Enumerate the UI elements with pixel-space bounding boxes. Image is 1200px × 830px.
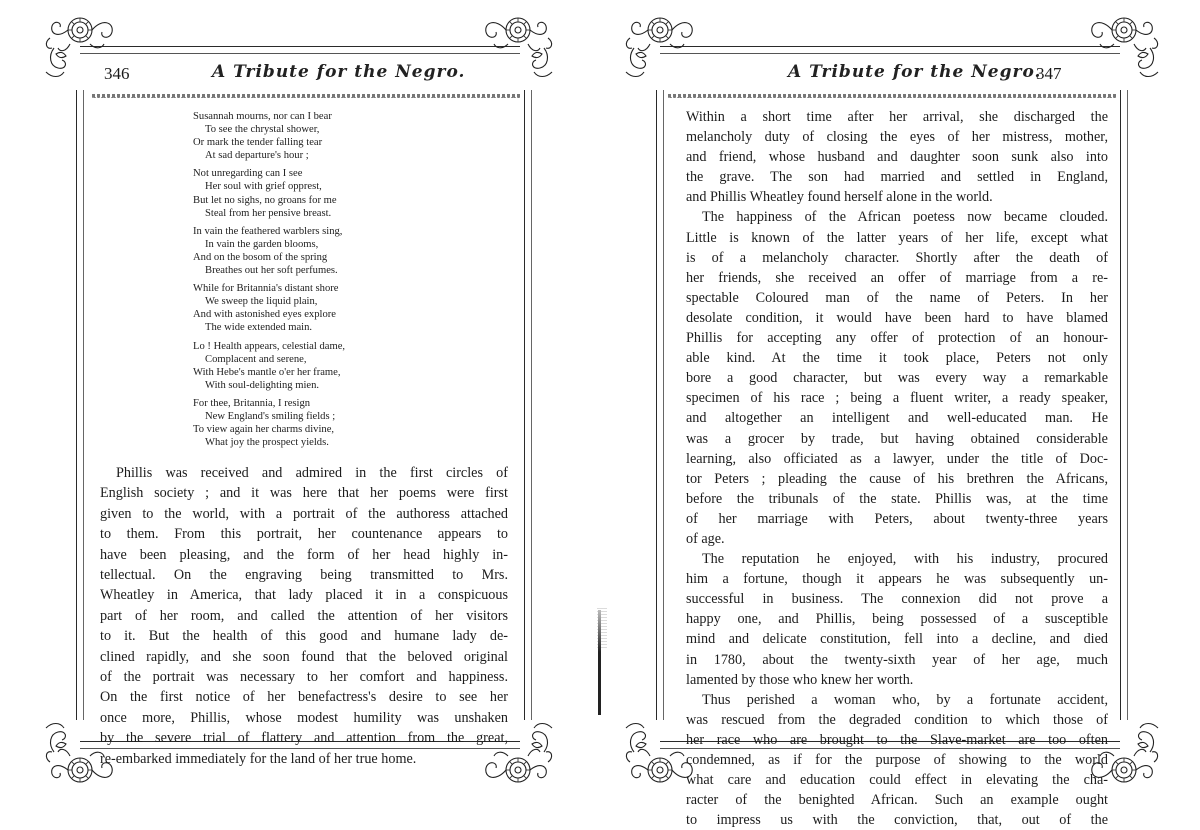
poem-verse: For thee, Britannia, I resign — [193, 397, 311, 409]
text-line: before the tribunals of the state. Phillis was, at the time — [686, 490, 1108, 507]
text-line: racter of the benighted African. Such an example ought — [686, 792, 1108, 809]
text-line: have been pleasing, and the form of her head highly in- — [100, 546, 508, 563]
poem-stanza — [193, 282, 423, 334]
poem-verse: In vain the feathered warblers sing, — [193, 225, 343, 237]
text-line: Little is known of the latter years of her life, except what — [686, 229, 1108, 246]
paragraph — [686, 207, 1108, 549]
poem-verse: Or mark the tender falling tear — [193, 137, 323, 149]
page-number: 346 — [104, 64, 130, 83]
poem-verse: With soul-delighting mien. — [205, 379, 320, 391]
poem-verse: In vain the garden blooms, — [205, 238, 319, 250]
text-line: and Phillis Wheatley found herself alone in the world. — [686, 189, 993, 206]
text-line: him a fortune, though it appears he was subsequently un- — [686, 571, 1108, 588]
page-number: 347 — [1036, 64, 1062, 83]
ornament-corner-icon — [478, 8, 558, 88]
text-line: of the portrait was necessary to her comfort and happiness. — [100, 669, 508, 686]
text-line: her friends, she received an offer of marriage from a re- — [686, 269, 1108, 286]
left-page — [0, 0, 580, 816]
poem-verse: To see the chrystal shower, — [205, 124, 320, 136]
text-line: of age. — [686, 530, 725, 547]
poem-stanza — [193, 340, 423, 392]
frame-top-rule — [660, 46, 1120, 54]
poem-verse: Not unregarding can I see — [193, 168, 303, 180]
text-line: of her marriage with Peters, about twenty-three years — [686, 510, 1108, 527]
poem-stanza — [193, 225, 423, 277]
paragraph — [686, 549, 1108, 690]
text-line: lamented by those who knew her worth. — [686, 671, 914, 688]
poem-verse: But let no sighs, no groans for me — [193, 194, 337, 206]
text-line: to it. But the health of this good and humane lady de- — [100, 628, 508, 645]
ornament-corner-icon — [1084, 8, 1164, 88]
body-text — [686, 107, 1108, 830]
text-line: and altogether an intelligent and well-educated man. He — [686, 410, 1108, 427]
text-line: Thus perished a woman who, by a fortunate accident, — [702, 691, 1108, 708]
text-line: is of a melancholy character. Shortly after the death of — [686, 249, 1108, 266]
poem-verse: The wide extended main. — [205, 322, 313, 334]
text-line: Phillis was received and admired in the first circles of — [116, 465, 508, 481]
text-line: tor Peters ; pleading the cause of his brethren the Africans, — [686, 470, 1108, 487]
poem-verse: While for Britannia's distant shore — [193, 283, 339, 295]
text-line: by the severe trial of flattery and attention from the great, — [100, 730, 508, 747]
text-line: once more, Phillis, whose modest humility was unshaken — [100, 709, 508, 726]
text-line: given to the world, with a portrait of the authoress attached — [100, 505, 508, 522]
text-line: successful in business. The connexion did not prove a — [686, 591, 1108, 608]
text-line: desolate condition, it would have been hard to have blamed — [686, 309, 1108, 326]
header-wavy-rule — [92, 94, 520, 98]
text-line: happy one, and Phillis, being possessed of a susceptible — [686, 611, 1108, 628]
poem-verse: Lo ! Health appears, celestial dame, — [193, 340, 346, 352]
frame-top-rule — [80, 46, 520, 54]
text-line: part of her room, and called the attention of her visitors — [100, 607, 508, 624]
text-line: condemned, as if for the purpose of showing to the world — [686, 752, 1108, 768]
text-line: The reputation he enjoyed, with his industry, procured — [702, 551, 1108, 568]
poem-verse: We sweep the liquid plain, — [205, 296, 318, 308]
frame-right-rule — [524, 90, 532, 720]
text-line: to them. From this portrait, her countenance appears to — [100, 526, 508, 543]
poem-verse: And with astonished eyes explore — [193, 309, 336, 321]
poem-verse: Breathes out her soft perfumes. — [205, 265, 338, 277]
poem-stanza — [193, 110, 423, 162]
text-line: spectable Coloured man of the name of Peters. In her — [686, 289, 1108, 306]
poem-stanza — [193, 167, 423, 219]
poem-verse: Steal from her pensive breast. — [205, 207, 332, 219]
poem-verse: What joy the prospect yields. — [205, 437, 329, 449]
poem-verse: To view again her charms divine, — [193, 424, 335, 436]
frame-left-rule — [656, 90, 664, 720]
frame-right-rule — [1120, 90, 1128, 720]
text-line: clined rapidly, and she soon found that the beloved original — [100, 648, 508, 665]
poem-verse: New England's smiling fields ; — [205, 410, 336, 422]
poem-verse: With Hebe's mantle o'er her frame, — [193, 366, 341, 378]
text-line: Wheatley in America, that lady placed it in a conspicuous — [100, 587, 508, 604]
poem-block — [193, 110, 423, 454]
text-line: The happiness of the African poetess now became clouded. — [702, 209, 1108, 226]
poem-verse: Her soul with grief opprest, — [205, 181, 322, 193]
body-text — [100, 463, 508, 769]
text-line: bore a good character, but was every way a remarkable — [686, 370, 1108, 387]
text-line: Phillis for accepting any offer of protection of an honour- — [686, 330, 1108, 347]
text-line: re-embarked immediately for the land of her true home. — [100, 750, 417, 767]
right-page — [600, 0, 1200, 829]
text-line: English society ; and it was here that her poems were first — [100, 485, 508, 502]
text-line: and friend, whose husband and daughter soon sunk also into — [686, 149, 1108, 166]
frame-left-rule — [76, 90, 84, 720]
text-line: melancholy duty of closing the eyes of her mistress, mother, — [686, 129, 1108, 146]
paragraph — [686, 107, 1108, 207]
poem-verse: At sad departure's hour ; — [205, 150, 309, 162]
text-line: the grave. The son had married and settled in England, — [686, 169, 1108, 186]
text-line: in 1780, about the twenty-sixth year of her age, much — [686, 651, 1108, 668]
text-line: Within a short time after her arrival, she discharged the — [686, 109, 1108, 125]
poem-verse: Susannah mourns, nor can I bear — [193, 111, 332, 122]
text-line: specimen of his race ; being a fluent writer, a ready speaker, — [686, 390, 1108, 407]
text-line: what care and education could effect in elevating the cha- — [686, 772, 1108, 789]
running-title: A Tribute for the Negro. — [788, 62, 1042, 82]
poem-stanza — [193, 397, 423, 449]
poem-verse: Complacent and serene, — [205, 353, 307, 365]
running-title: A Tribute for the Negro. — [212, 62, 466, 82]
text-line: was rescued from the degraded condition to which those of — [686, 711, 1108, 728]
text-line: her race who are brought to the Slave-market are too often — [686, 731, 1108, 748]
text-line: was a grocer by trade, but having obtained considerable — [686, 430, 1108, 447]
text-line: able kind. At the time it took place, Peters not only — [686, 350, 1108, 367]
text-line: to impress us with the conviction, that, out of the — [686, 812, 1108, 829]
paragraph — [686, 690, 1108, 830]
text-line: mind and delicate constitution, fell into a decline, and died — [686, 631, 1108, 648]
header-wavy-rule — [668, 94, 1116, 98]
ornament-corner-icon — [620, 8, 700, 88]
text-line: On the first notice of her benefactress's desire to see her — [100, 689, 508, 706]
text-line: learning, also officiated as a lawyer, under the title of Doc- — [686, 450, 1108, 467]
poem-verse: And on the bosom of the spring — [193, 251, 328, 263]
text-line: tellectual. On the engraving being transmitted to Mrs. — [100, 567, 508, 584]
